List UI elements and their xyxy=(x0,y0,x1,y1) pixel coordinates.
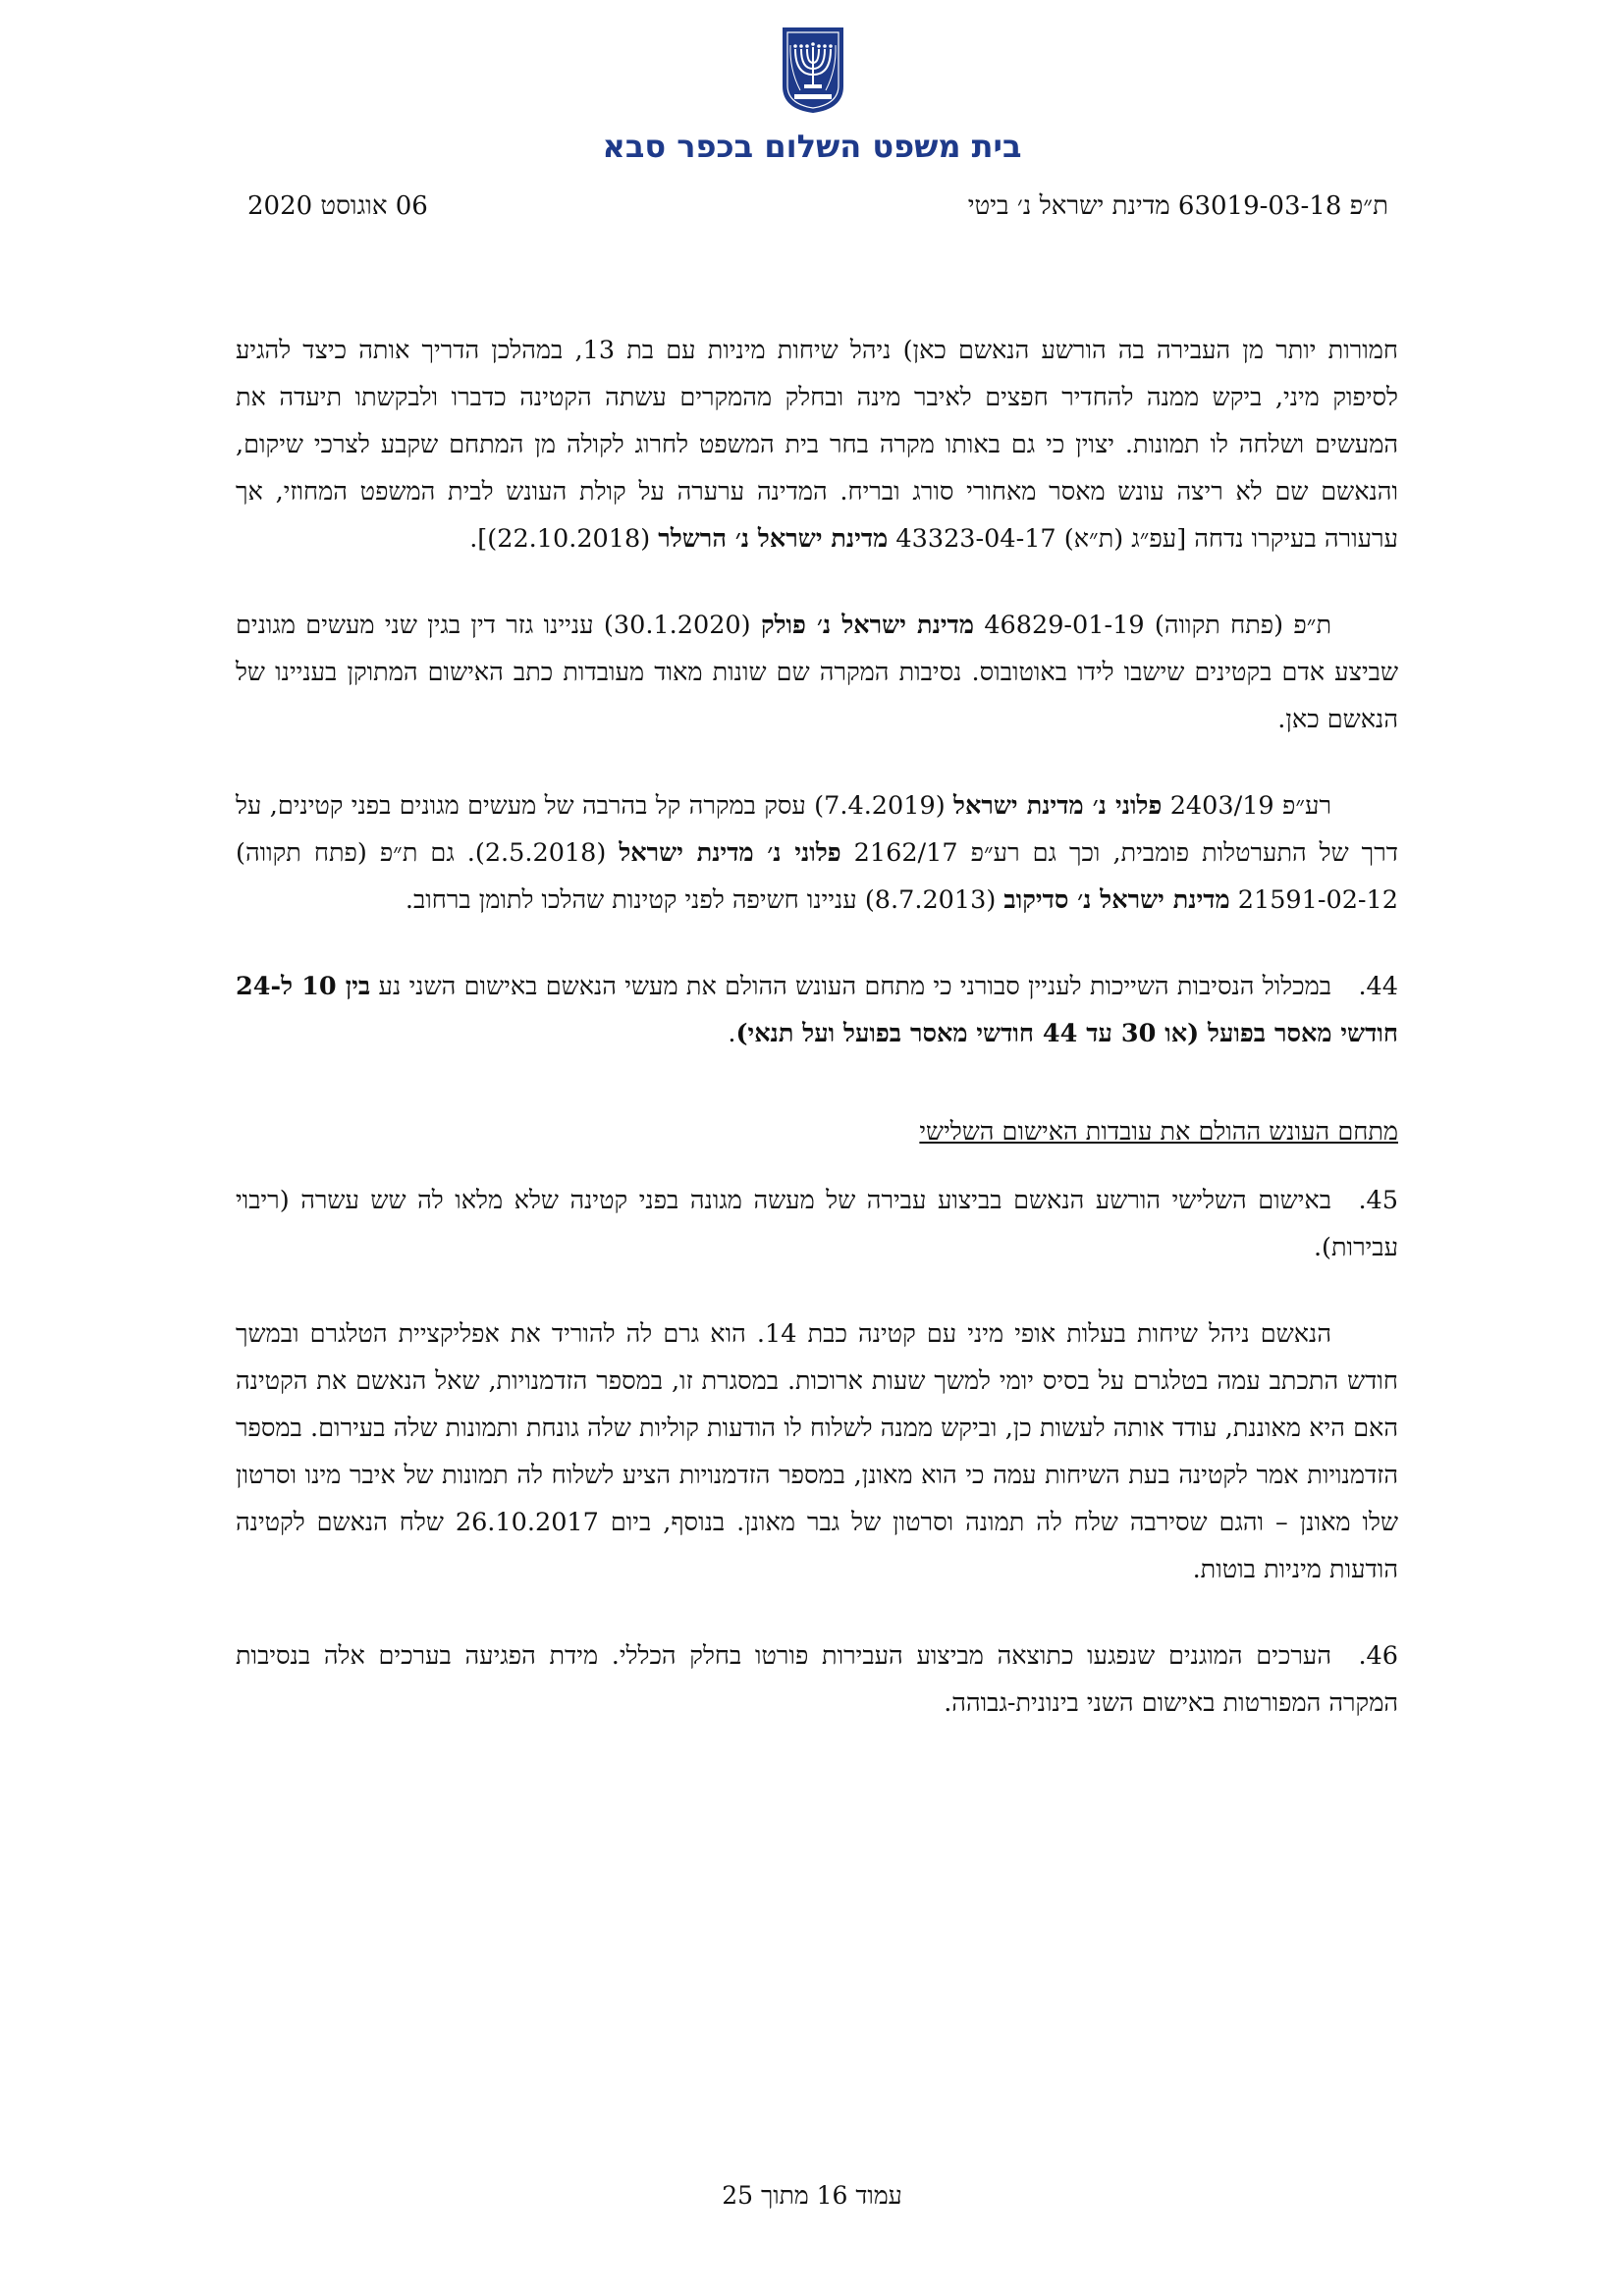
paragraph-text: (7.4.2019) עסק במקרה קל בהרבה של מעשים מגונים בפני קטינים, על דרך של התערטלות פומבית, וכך גם רע״פ 2162/17 xyxy=(236,791,1398,868)
paragraph-text: ת״פ (פתח תקווה) 46829-01-19 xyxy=(973,611,1332,640)
paragraph-number: 46. xyxy=(1358,1641,1398,1671)
paragraph-text: במכלול הנסיבות השייכות לעניין סבורני כי מתחם העונש ההולם את מעשי הנאשם באישום השני נע xyxy=(370,972,1332,1001)
paragraph-plony xyxy=(236,782,1398,924)
paragraph-text: הנאשם ניהל שיחות בעלות אופי מיני עם קטינה כבת 14. הוא גרם לה להוריד את אפליקציית הטלגרם ובמשך חודש התכתב עמה בטלגרם על בסיס יומי למשך שעות ארוכות. במסגרת זו, במספר הזדמנויות, שאל הנאשם את הקטינה האם היא מאוננת, עודד אותה לעשות כן, וביקש ממנה לשלוח לו הודעות קוליות שלה גונחת ותמונות שלה בעירום. במספר הזדמנויות אמר לקטינה בעת השיחות עמה כי הוא מאונן, במספר הזדמנויות הציע לשלוח לה תמונות של איבר מינו וסרטון שלו מאונן – והגם שסירבה שלח לה תמונה וסרטון של גבר מאונן. בנוסף, ביום 26.10.2017 שלח הנאשם לקטינה הודעות מיניות בוטות. xyxy=(236,1319,1398,1584)
paragraph-text: (2.5.2018). גם ת״פ (פתח תקווה) 21591-02-12 xyxy=(236,838,1398,915)
paragraph-text: הערכים המוגנים שנפגעו כתוצאה מביצוע העבירות פורטו בחלק הכללי. מידת הפגיעה בערכים אלה בנסיבות המקרה המפורטות באישום השני בינונית-גבוהה. xyxy=(236,1641,1398,1718)
section-heading: מתחם העונש ההולם את עובדות האישום השלישי xyxy=(919,1117,1398,1147)
case-name-bold: מדינת ישראל נ׳ הרשלר xyxy=(658,524,889,554)
paragraph-text-end: (30.1.2020) עניינו גזר דין בגין שני מעשים מגונים שביצע אדם בקטינים שישבו לידו באוטובוס. נסיבות המקרה שם שונות מאוד מעובדות כתב האישום המתוקן בעניינו של הנאשם כאן. xyxy=(236,611,1398,734)
case-reference: ת״פ 63019-03-18 מדינת ישראל נ׳ ביטי xyxy=(967,191,1388,221)
paragraph-text: באישום השלישי הורשע הנאשם בביצוע עבירה של מעשה מגונה בפני קטינה שלא מלאו לה שש עשרה (ריבוי עבירות). xyxy=(236,1186,1398,1262)
paragraph-45 xyxy=(236,1177,1398,1271)
paragraph-text-end: . xyxy=(728,1019,736,1048)
paragraph-continuation xyxy=(236,327,1398,562)
paragraph-46 xyxy=(236,1632,1398,1727)
case-name-bold: מדינת ישראל נ׳ סדיקוב xyxy=(1003,885,1230,915)
paragraph-number: 44. xyxy=(1358,972,1398,1001)
case-name-bold: מדינת ישראל נ׳ פולק xyxy=(760,611,974,640)
paragraph-text: חמורות יותר מן העבירה בה הורשע הנאשם כאן) ניהל שיחות מיניות עם בת 13, במהלכן הדריך אותה כיצד להגיע לסיפוק מיני, ביקש ממנה להחדיר חפצים לאיבר מינה ובחלק מהמקרים עשתה הקטינה כדברו ולבקשתו תיעדה את המעשים ושלחה לו תמונות. יצוין כי גם באותו מקרה בחר בית המשפט לחרוג לקולה מן המתחם שקבע לצרכי שיקום, והנאשם שם לא ריצה עונש מאסר מאחורי סורג ובריח. המדינה ערערה על קולת העונש לבית המשפט המחוזי, אך ערעורה בעיקרו נדחה [עפ״ג (ת״א) 43323-04-17 xyxy=(236,336,1398,554)
court-name-title: בית משפט השלום בכפר סבא xyxy=(602,128,1022,165)
paragraph-text: רע״פ 2403/19 xyxy=(1162,791,1331,821)
paragraph-44 xyxy=(236,963,1398,1057)
paragraph-text-end: (22.10.2018)]. xyxy=(469,524,659,554)
document-body xyxy=(236,327,1398,1727)
sentence-range-bold: בין 10 ל-24 חודשי מאסר בפועל (או 30 עד 44 חודשי מאסר בפועל ועל תנאי) xyxy=(236,972,1398,1048)
case-date: 06 אוגוסט 2020 xyxy=(247,191,428,221)
paragraph-text-end: (8.7.2013) עניינו חשיפה לפני קטינות שהלכו לתומן ברחוב. xyxy=(405,885,1004,915)
state-emblem-icon xyxy=(781,26,845,114)
paragraph-number: 45. xyxy=(1358,1186,1398,1215)
page-number: עמוד 16 מתוך 25 xyxy=(722,2181,902,2210)
case-name-bold: פלוני נ׳ מדינת ישראל xyxy=(953,791,1163,821)
paragraph-facts xyxy=(236,1310,1398,1593)
case-name-bold: פלוני נ׳ מדינת ישראל xyxy=(619,838,841,868)
paragraph-polak xyxy=(236,602,1398,743)
